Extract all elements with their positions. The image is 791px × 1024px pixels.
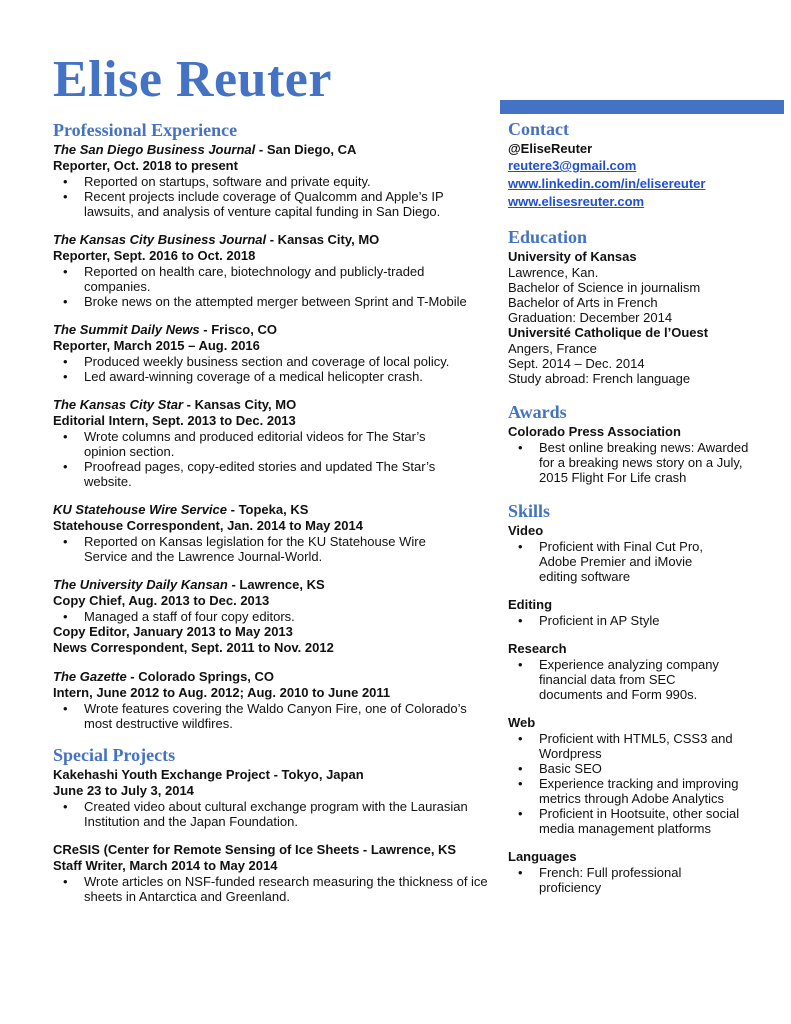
project-bullets bbox=[53, 874, 493, 904]
education-school: Université Catholique de l’Ouest bbox=[508, 325, 709, 340]
job-org bbox=[53, 669, 493, 685]
job-org-name: KU Statehouse Wire Service bbox=[53, 502, 228, 517]
job-location: - Kansas City, MO bbox=[183, 397, 297, 412]
job-org-name: The Kansas City Star bbox=[53, 397, 184, 412]
bullet: • Wrote articles on NSF-funded research measuring the thickness of ice sheets in Antarctica and Greenland. bbox=[84, 874, 489, 904]
job-org-name: The Summit Daily News bbox=[53, 322, 200, 337]
bullet: • Wrote features covering the Waldo Canyon Fire, one of Colorado’s most destructive wildfires. bbox=[84, 701, 489, 731]
bullet: • French: Full professional proficiency bbox=[539, 865, 689, 895]
bullet: • Proficient with Final Cut Pro, Adobe Premier and iMovie editing software bbox=[539, 539, 719, 584]
project-role: Staff Writer, March 2014 to May 2014 bbox=[53, 858, 278, 873]
bullet: • Best online breaking news: Awarded for a breaking news story on a July, 2015 Flight For Life crash bbox=[539, 440, 759, 485]
contact-heading: Contact bbox=[508, 119, 569, 139]
job-location: - Lawrence, KS bbox=[227, 577, 325, 592]
education-detail: Graduation: December 2014 bbox=[508, 310, 673, 325]
skill-label: Video bbox=[508, 523, 544, 538]
job-gazette bbox=[53, 669, 493, 731]
education-school: University of Kansas bbox=[508, 249, 637, 264]
bullet: • Reported on startups, software and private equity. bbox=[84, 174, 493, 189]
bullet: • Reported on Kansas legislation for the KU Statehouse Wire Service and the Lawrence Journal-World. bbox=[84, 534, 454, 564]
job-summit bbox=[53, 322, 493, 384]
skill-bullets bbox=[508, 865, 780, 895]
job-org-name: The Kansas City Business Journal bbox=[53, 232, 267, 247]
job-bullets bbox=[53, 354, 493, 384]
job-role: Intern, June 2012 to Aug. 2012; Aug. 2010 to June 2011 bbox=[53, 685, 391, 700]
skill-label: Web bbox=[508, 715, 536, 730]
twitter-handle: @EliseReuter bbox=[508, 141, 593, 156]
bullet: • Proficient in Hootsuite, other social media management platforms bbox=[539, 806, 749, 836]
bullet: • Recent projects include coverage of Qualcomm and Apple’s IP lawsuits, and analysis of venture capital funding in San Diego. bbox=[84, 189, 484, 219]
project-cresis bbox=[53, 842, 493, 904]
experience-heading: Professional Experience bbox=[53, 120, 238, 140]
job-org bbox=[53, 232, 493, 248]
job-bullets bbox=[53, 264, 493, 309]
bullet: • Wrote columns and produced editorial videos for The Star’s opinion section. bbox=[84, 429, 454, 459]
skill-label: Languages bbox=[508, 849, 577, 864]
project-role: June 23 to July 3, 2014 bbox=[53, 783, 194, 798]
award-org: Colorado Press Association bbox=[508, 424, 681, 439]
bullet: • Experience analyzing company financial data from SEC documents and Form 990s. bbox=[539, 657, 724, 702]
skill-bullets bbox=[508, 731, 780, 836]
bullet: • Broke news on the attempted merger between Sprint and T-Mobile bbox=[84, 294, 493, 309]
job-kcbj bbox=[53, 232, 493, 309]
job-org-name: The Gazette bbox=[53, 669, 127, 684]
job-role: Reporter, March 2015 – Aug. 2016 bbox=[53, 338, 260, 353]
email-link[interactable]: reutere3@gmail.com bbox=[508, 158, 637, 173]
job-org bbox=[53, 397, 493, 413]
resume-name: Elise Reuter bbox=[53, 51, 332, 108]
job-role: News Correspondent, Sept. 2011 to Nov. 2012 bbox=[53, 640, 334, 655]
job-org bbox=[53, 577, 493, 593]
job-org bbox=[53, 322, 493, 338]
education-detail: Lawrence, Kan. bbox=[508, 265, 599, 280]
bullet: • Led award-winning coverage of a medical helicopter crash. bbox=[84, 369, 493, 384]
accent-bar bbox=[500, 100, 784, 114]
skill-bullets bbox=[508, 539, 780, 584]
skills-heading: Skills bbox=[508, 501, 551, 521]
job-location: - Topeka, KS bbox=[227, 502, 309, 517]
job-role: Copy Chief, Aug. 2013 to Dec. 2013 bbox=[53, 593, 270, 608]
job-role: Reporter, Oct. 2018 to present bbox=[53, 158, 238, 173]
job-bullets bbox=[53, 701, 493, 731]
project-bullets bbox=[53, 799, 493, 829]
job-bullets bbox=[53, 174, 493, 219]
job-kansan bbox=[53, 577, 493, 656]
job-role: Copy Editor, January 2013 to May 2013 bbox=[53, 624, 293, 639]
job-org bbox=[53, 502, 493, 518]
skill-bullets bbox=[508, 657, 780, 702]
job-bullets bbox=[53, 429, 493, 489]
education-detail: Angers, France bbox=[508, 341, 597, 356]
project-title: Kakehashi Youth Exchange Project - Tokyo, Japan bbox=[53, 767, 364, 782]
bullet: • Basic SEO bbox=[539, 761, 780, 776]
job-org-name: The University Daily Kansan bbox=[53, 577, 228, 592]
bullet: • Proficient in AP Style bbox=[539, 613, 780, 628]
linkedin-link[interactable]: www.linkedin.com/in/elisereuter bbox=[508, 176, 706, 191]
job-role: Reporter, Sept. 2016 to Oct. 2018 bbox=[53, 248, 256, 263]
job-bullets bbox=[53, 534, 493, 564]
website-link[interactable]: www.elisesreuter.com bbox=[508, 194, 645, 209]
job-location: - Frisco, CO bbox=[199, 322, 277, 337]
job-org-name: The San Diego Business Journal bbox=[53, 142, 256, 157]
projects-heading: Special Projects bbox=[53, 745, 176, 765]
job-bullets bbox=[53, 609, 493, 624]
project-kakehashi bbox=[53, 767, 493, 829]
skill-label: Research bbox=[508, 641, 567, 656]
bullet: • Proficient with HTML5, CSS3 and Wordpress bbox=[539, 731, 744, 761]
education-heading: Education bbox=[508, 227, 588, 247]
education-detail: Bachelor of Arts in French bbox=[508, 295, 658, 310]
skill-bullets bbox=[508, 613, 780, 628]
job-kcstar bbox=[53, 397, 493, 489]
left-column bbox=[53, 118, 493, 904]
bullet: • Proofread pages, copy-edited stories and updated The Star’s website. bbox=[84, 459, 464, 489]
education-detail: Bachelor of Science in journalism bbox=[508, 280, 701, 295]
award-bullets bbox=[508, 440, 780, 485]
education-detail: Sept. 2014 – Dec. 2014 bbox=[508, 356, 645, 371]
bullet: • Produced weekly business section and coverage of local policy. bbox=[84, 354, 493, 369]
skill-label: Editing bbox=[508, 597, 553, 612]
job-org bbox=[53, 142, 493, 158]
job-sdbj bbox=[53, 142, 493, 219]
job-location: - San Diego, CA bbox=[255, 142, 357, 157]
project-title: CReSIS (Center for Remote Sensing of Ice Sheets - Lawrence, KS bbox=[53, 842, 457, 857]
job-statehouse bbox=[53, 502, 493, 564]
bullet: • Reported on health care, biotechnology and publicly-traded companies. bbox=[84, 264, 444, 294]
bullet: • Created video about cultural exchange program with the Laurasian Institution and the Japan Foundation. bbox=[84, 799, 489, 829]
job-role: Statehouse Correspondent, Jan. 2014 to May 2014 bbox=[53, 518, 363, 533]
bullet: • Experience tracking and improving metrics through Adobe Analytics bbox=[539, 776, 749, 806]
job-role: Editorial Intern, Sept. 2013 to Dec. 2013 bbox=[53, 413, 296, 428]
right-column bbox=[508, 117, 780, 895]
education-detail: Study abroad: French language bbox=[508, 371, 691, 386]
job-location: - Colorado Springs, CO bbox=[126, 669, 275, 684]
bullet: • Managed a staff of four copy editors. bbox=[84, 609, 493, 624]
job-location: - Kansas City, MO bbox=[266, 232, 380, 247]
awards-heading: Awards bbox=[508, 402, 567, 422]
